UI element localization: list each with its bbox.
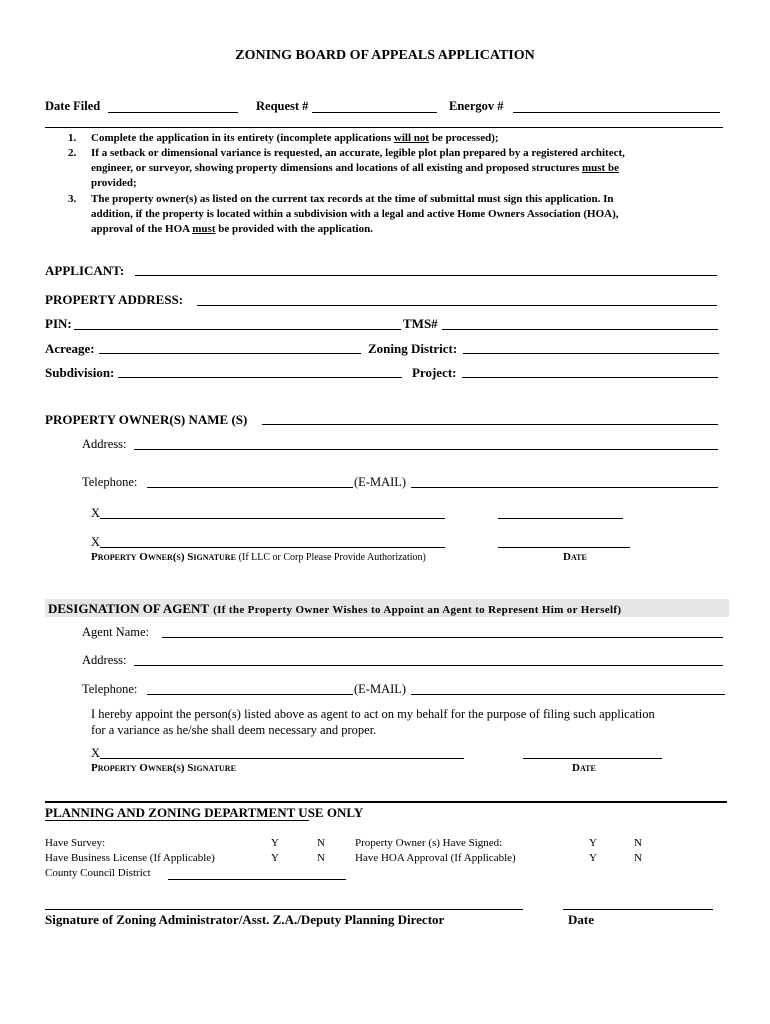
energov-field[interactable] <box>513 112 720 113</box>
request-label: Request # <box>256 99 309 113</box>
owner-email-field[interactable] <box>411 487 718 488</box>
agent-address-field[interactable] <box>134 665 723 666</box>
survey-no[interactable]: N <box>317 837 325 849</box>
agent-date-field[interactable] <box>523 758 662 759</box>
property-address-field[interactable] <box>197 305 717 306</box>
agent-email-field[interactable] <box>411 694 725 695</box>
owner-signed-yes[interactable]: Y <box>589 837 597 849</box>
admin-signature-field[interactable] <box>45 909 523 910</box>
admin-date-field[interactable] <box>563 909 713 910</box>
agent-signature-label: Property Owner(s) Signature <box>91 762 236 774</box>
owner-signature-field-1[interactable] <box>100 518 445 519</box>
owner-signature-field-2[interactable] <box>100 547 445 548</box>
license-no[interactable]: N <box>317 852 325 864</box>
owner-telephone-label: Telephone: <box>82 475 138 489</box>
applicant-field[interactable] <box>135 275 717 276</box>
office-divider <box>45 801 727 803</box>
owner-signed-no[interactable]: N <box>634 837 642 849</box>
date-filed-field[interactable] <box>108 112 238 113</box>
county-council-field[interactable] <box>168 879 346 880</box>
tms-label: TMS# <box>403 316 438 331</box>
owner-date-label: Date <box>563 551 587 563</box>
owner-signature-note: (If LLC or Corp Please Provide Authorization) <box>238 552 426 563</box>
agent-email-label: (E-MAIL) <box>354 682 407 696</box>
survey-yes[interactable]: Y <box>271 837 279 849</box>
agent-date-label: Date <box>572 762 596 774</box>
county-council-label: County Council District <box>45 867 151 879</box>
agent-address-label: Address: <box>82 653 127 667</box>
subdivision-field[interactable] <box>118 377 402 378</box>
owner-email-label: (E-MAIL) <box>354 475 407 489</box>
owner-x2-label: X <box>91 535 101 549</box>
agent-name-field[interactable] <box>162 637 723 638</box>
owner-x1-label: X <box>91 506 101 520</box>
applicant-label: APPLICANT: <box>45 263 125 278</box>
acreage-label: Acreage: <box>45 341 95 356</box>
agent-heading-note: (If the Property Owner Wishes to Appoint an Agent to Represent Him or Herself) <box>213 604 622 616</box>
hoa-yes[interactable]: Y <box>589 852 597 864</box>
owner-date-field-1[interactable] <box>498 518 623 519</box>
acreage-field[interactable] <box>99 353 361 354</box>
agent-telephone-field[interactable] <box>147 694 353 695</box>
license-yes[interactable]: Y <box>271 852 279 864</box>
agent-signature-field[interactable] <box>100 758 464 759</box>
tms-field[interactable] <box>442 329 718 330</box>
page-title: ZONING BOARD OF APPEALS APPLICATION <box>235 48 535 63</box>
energov-label: Energov # <box>449 99 504 113</box>
owner-signed-label: Property Owner (s) Have Signed: <box>355 837 503 849</box>
owner-telephone-field[interactable] <box>147 487 353 488</box>
have-survey-label: Have Survey: <box>45 837 106 849</box>
office-heading-underline <box>45 820 309 821</box>
agent-x-label: X <box>91 746 101 760</box>
owner-name-field[interactable] <box>262 424 718 425</box>
zoning-district-field[interactable] <box>463 353 719 354</box>
business-license-label: Have Business License (If Applicable) <box>45 852 215 864</box>
agent-appoint-line1: I hereby appoint the person(s) listed above as agent to act on my behalf for the purpose of filing such application <box>91 707 655 721</box>
owner-address-field[interactable] <box>134 449 718 450</box>
project-label: Project: <box>412 365 457 380</box>
subdivision-label: Subdivision: <box>45 365 115 380</box>
owner-name-label: PROPERTY OWNER(S) NAME (S) <box>45 412 248 427</box>
hoa-approval-label: Have HOA Approval (If Applicable) <box>355 852 516 864</box>
agent-heading: DESIGNATION OF AGENT <box>48 601 210 616</box>
pin-field[interactable] <box>74 329 401 330</box>
owner-address-label: Address: <box>82 437 127 451</box>
admin-signature-label: Signature of Zoning Administrator/Asst. Z.A./Deputy Planning Director <box>45 912 445 927</box>
project-field[interactable] <box>462 377 718 378</box>
header-divider <box>45 127 723 128</box>
zoning-district-label: Zoning District: <box>368 341 458 356</box>
hoa-no[interactable]: N <box>634 852 642 864</box>
office-heading: PLANNING AND ZONING DEPARTMENT USE ONLY <box>45 805 364 820</box>
admin-date-label: Date <box>568 912 594 927</box>
pin-label: PIN: <box>45 316 72 331</box>
property-address-label: PROPERTY ADDRESS: <box>45 292 184 307</box>
owner-date-field-2[interactable] <box>498 547 630 548</box>
agent-appoint-line2: for a variance as he/she shall deem necessary and proper. <box>91 723 377 737</box>
agent-telephone-label: Telephone: <box>82 682 138 696</box>
agent-name-label: Agent Name: <box>82 625 149 639</box>
owner-signature-label: Property Owner(s) Signature <box>91 551 236 563</box>
date-filed-label: Date Filed <box>45 99 101 113</box>
request-field[interactable] <box>312 112 437 113</box>
